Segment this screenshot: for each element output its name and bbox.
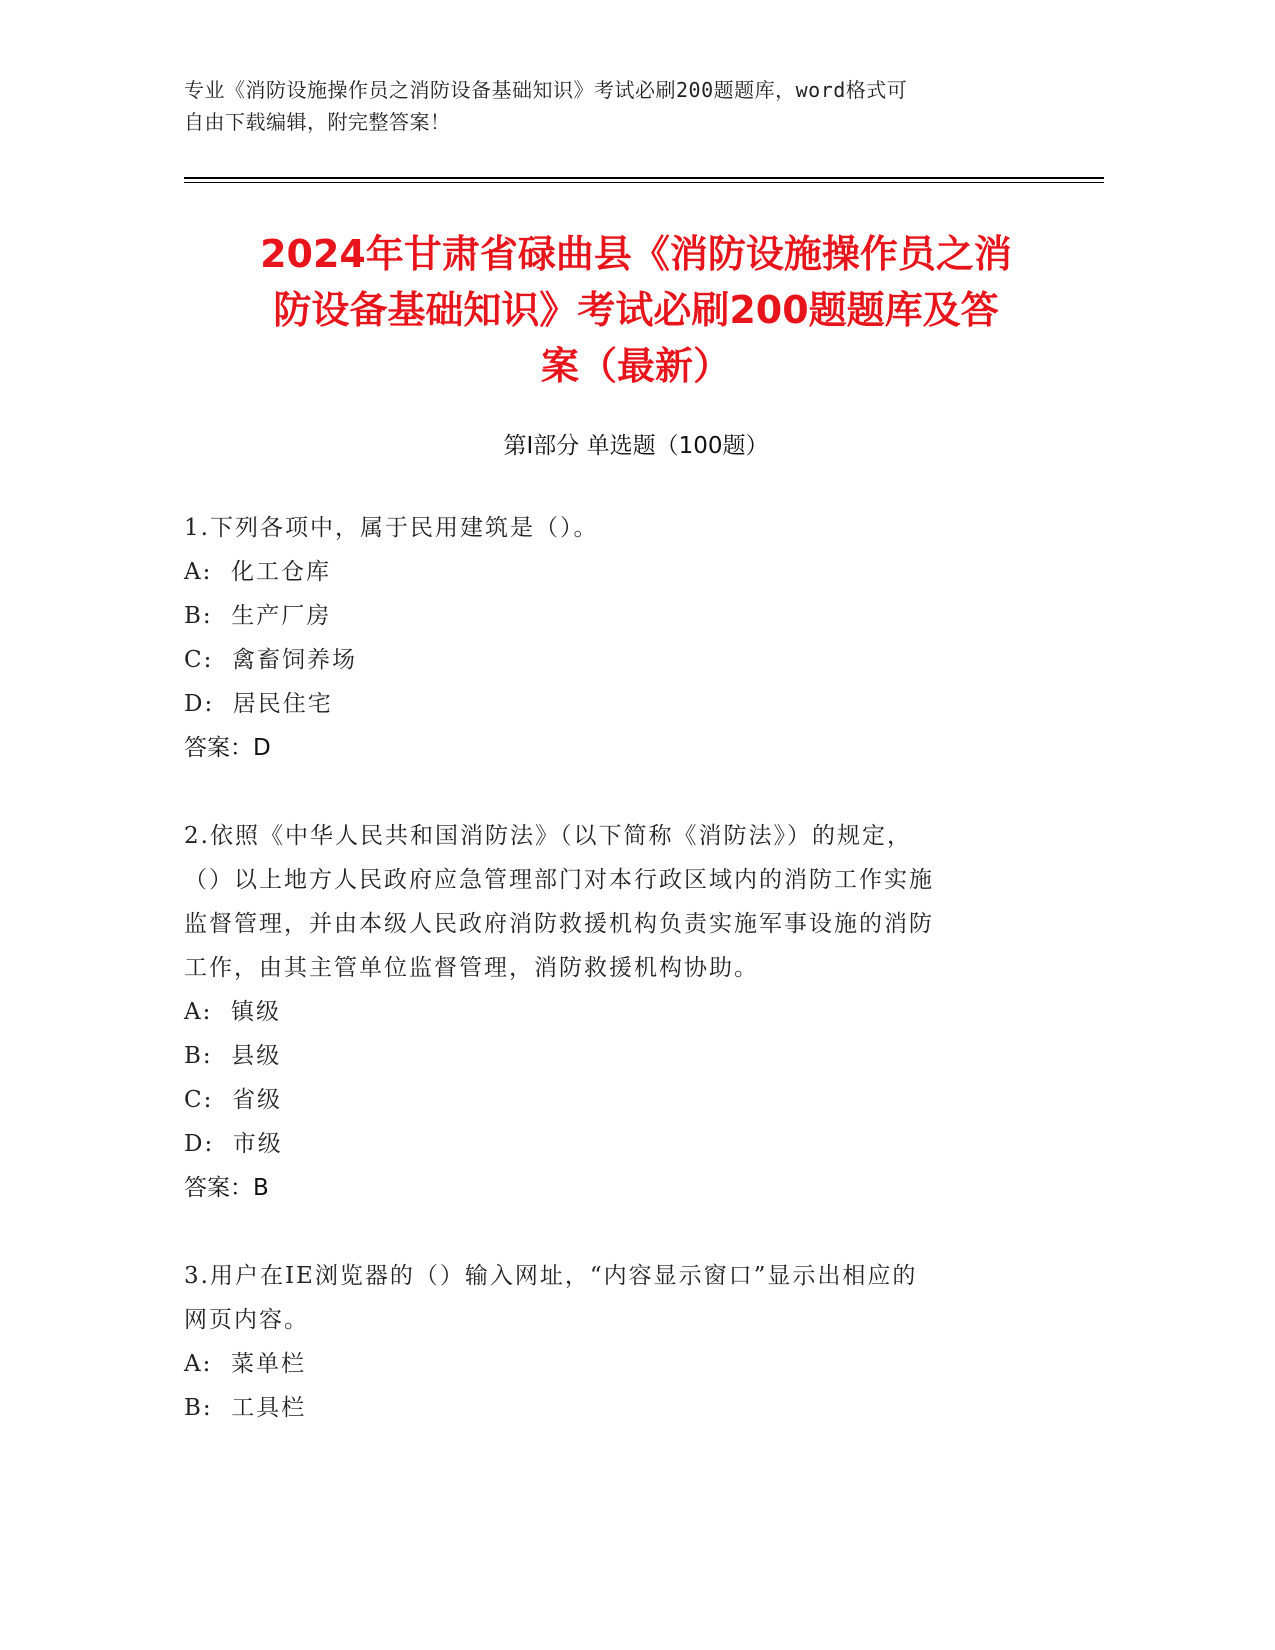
question-stem — [184, 814, 1064, 990]
question-stem-line: （）以上地方人民政府应急管理部门对本行政区域内的消防工作实施 — [184, 867, 934, 893]
option-b: B: 工具栏 — [184, 1395, 307, 1421]
option-d: D: 市级 — [184, 1131, 283, 1157]
option-a: A: 化工仓库 — [184, 559, 331, 585]
question-list — [184, 506, 1064, 1474]
question-item — [184, 1254, 1064, 1430]
question-stem-line: 1.下列各项中，属于民用建筑是（）。 — [184, 515, 599, 541]
answer-line: 答案：D — [184, 735, 271, 761]
title-line: 2024年甘肃省碌曲县《消防设施操作员之消 — [260, 232, 1012, 276]
question-stem — [184, 1254, 1064, 1342]
question-item — [184, 814, 1064, 1210]
section-heading: 第Ⅰ部分 单选题（100题） — [503, 433, 769, 459]
answer-line: 答案：B — [184, 1175, 269, 1201]
document-title — [184, 226, 1088, 394]
option-b: B: 生产厂房 — [184, 603, 332, 629]
header-divider-thin — [184, 182, 1104, 183]
option-d: D: 居民住宅 — [184, 691, 333, 717]
intro-text — [184, 74, 1064, 138]
option-c: C: 禽畜饲养场 — [184, 647, 357, 673]
question-stem-line: 监督管理，并由本级人民政府消防救援机构负责实施军事设施的消防 — [184, 911, 934, 937]
option-a: A: 镇级 — [184, 999, 281, 1025]
option-c: C: 省级 — [184, 1087, 282, 1113]
intro-line: 专业《消防设施操作员之消防设备基础知识》考试必刷200题题库，word格式可 — [184, 78, 908, 102]
question-item — [184, 506, 1064, 770]
question-stem — [184, 506, 1064, 550]
title-line: 防设备基础知识》考试必刷200题题库及答 — [273, 288, 999, 332]
intro-line: 自由下载编辑，附完整答案！ — [184, 110, 451, 134]
title-line: 案（最新） — [540, 344, 731, 388]
header-divider-thick — [184, 177, 1104, 179]
option-b: B: 县级 — [184, 1043, 282, 1069]
question-stem-line: 工作，由其主管单位监督管理，消防救援机构协助。 — [184, 955, 759, 981]
question-stem-line: 2.依照《中华人民共和国消防法》（以下简称《消防法》）的规定， — [184, 823, 912, 849]
question-stem-line: 3.用户在IE浏览器的（）输入网址，“内容显示窗口”显示出相应的 — [184, 1263, 918, 1289]
option-a: A: 菜单栏 — [184, 1351, 306, 1377]
question-stem-line: 网页内容。 — [184, 1307, 309, 1333]
